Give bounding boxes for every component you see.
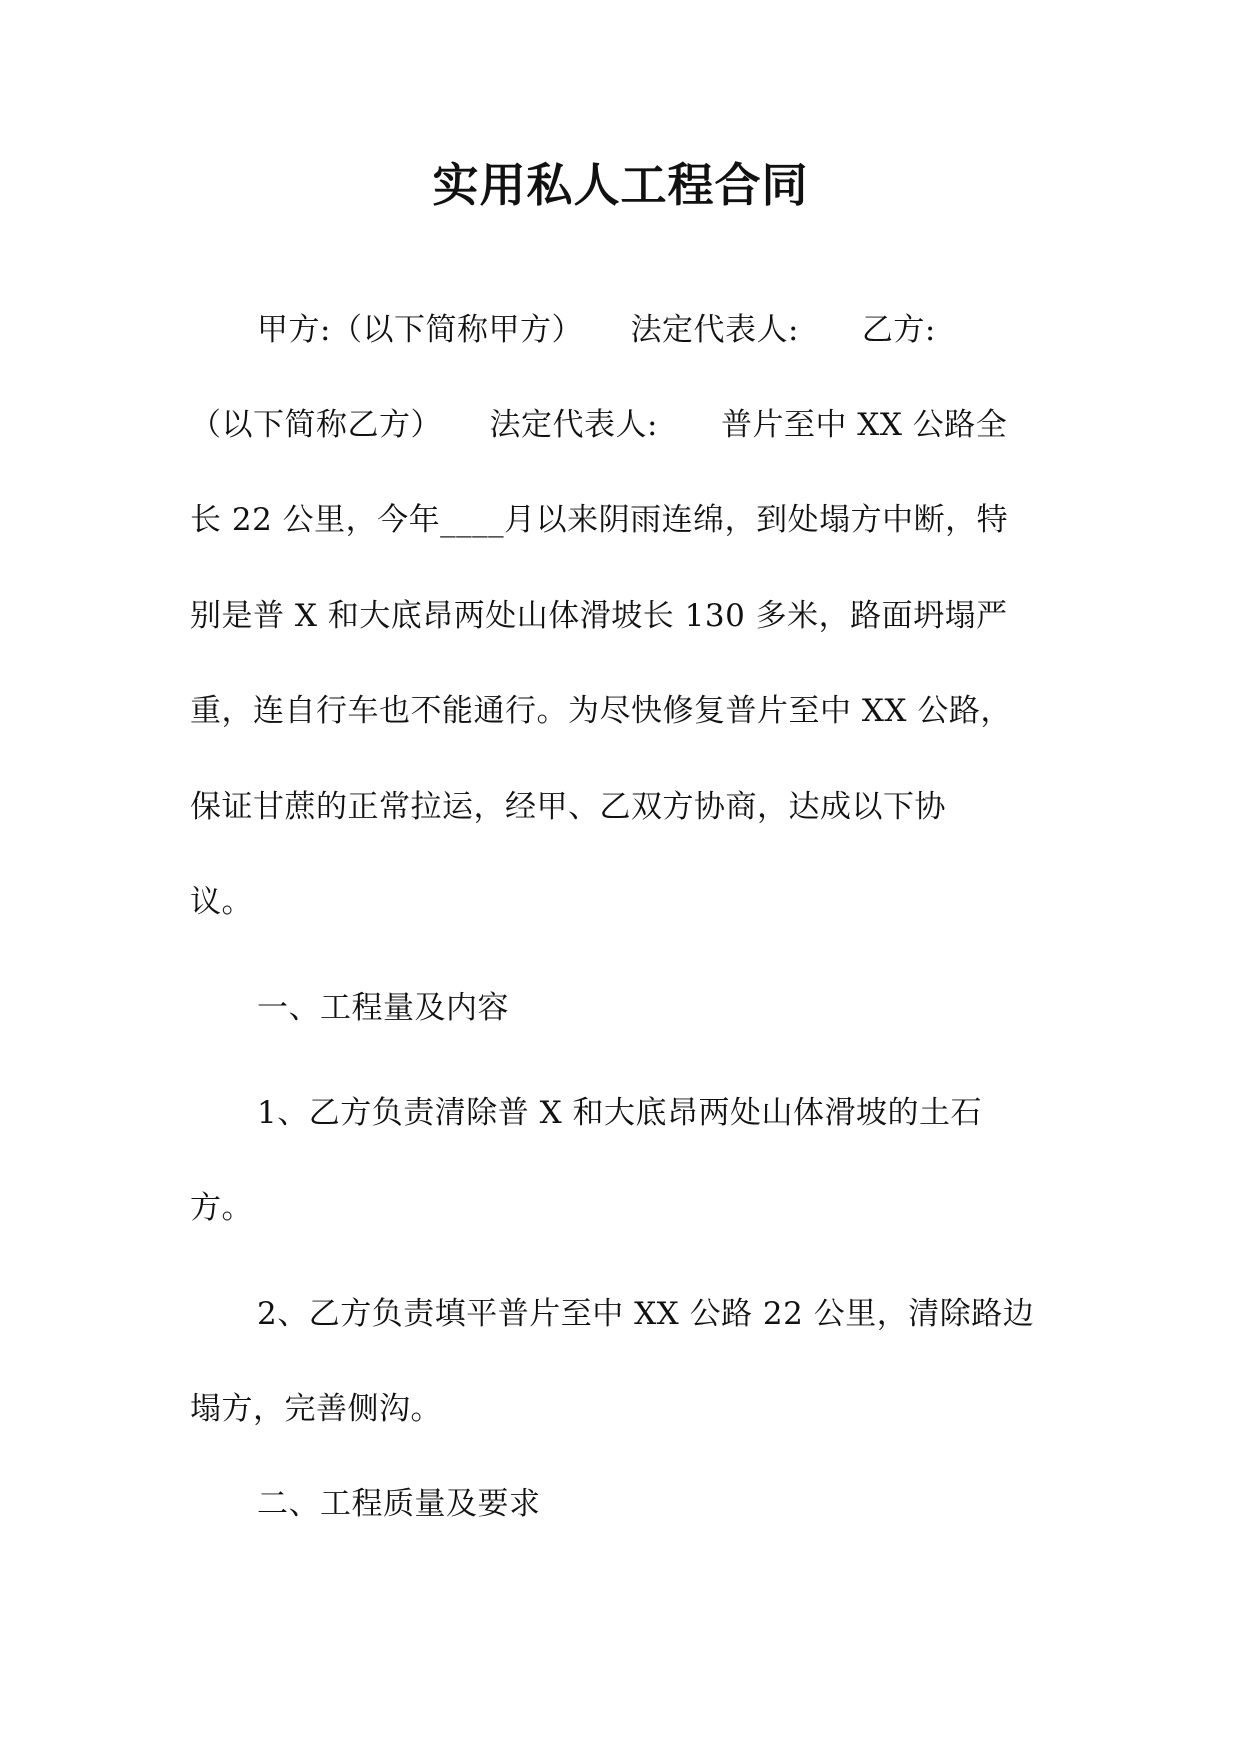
paragraph-line: 长 22 公里，今年____月以来阴雨连绵，到处塌方中断，特 (190, 502, 1009, 538)
paragraph-line: 重，连自行车也不能通行。为尽快修复普片至中 XX 公路， (190, 693, 1012, 729)
paragraph-line: 2、乙方负责填平普片至中 XX 公路 22 公里，清除路边 (257, 1296, 1035, 1332)
paragraph-line: 议。 (190, 884, 253, 920)
section-heading: 二、工程质量及要求 (257, 1486, 541, 1522)
paragraph-line: 别是普 X 和大底昂两处山体滑坡长 130 多米，路面坍塌严 (190, 598, 1008, 634)
document-title: 实用私人工程合同 (432, 158, 809, 212)
paragraph-line: 1、乙方负责清除普 X 和大底昂两处山体滑坡的土石 (257, 1095, 982, 1131)
paragraph-line: 保证甘蔗的正常拉运，经甲、乙双方协商，达成以下协 (190, 789, 946, 825)
paragraph-line: 甲方:（以下简称甲方） 法定代表人: 乙方: (257, 312, 936, 348)
section-heading: 一、工程量及内容 (257, 990, 509, 1026)
paragraph-line: 塌方，完善侧沟。 (190, 1391, 442, 1427)
paragraph-line: （以下简称乙方） 法定代表人: 普片至中 XX 公路全 (190, 407, 1008, 443)
paragraph-line: 方。 (190, 1190, 253, 1226)
